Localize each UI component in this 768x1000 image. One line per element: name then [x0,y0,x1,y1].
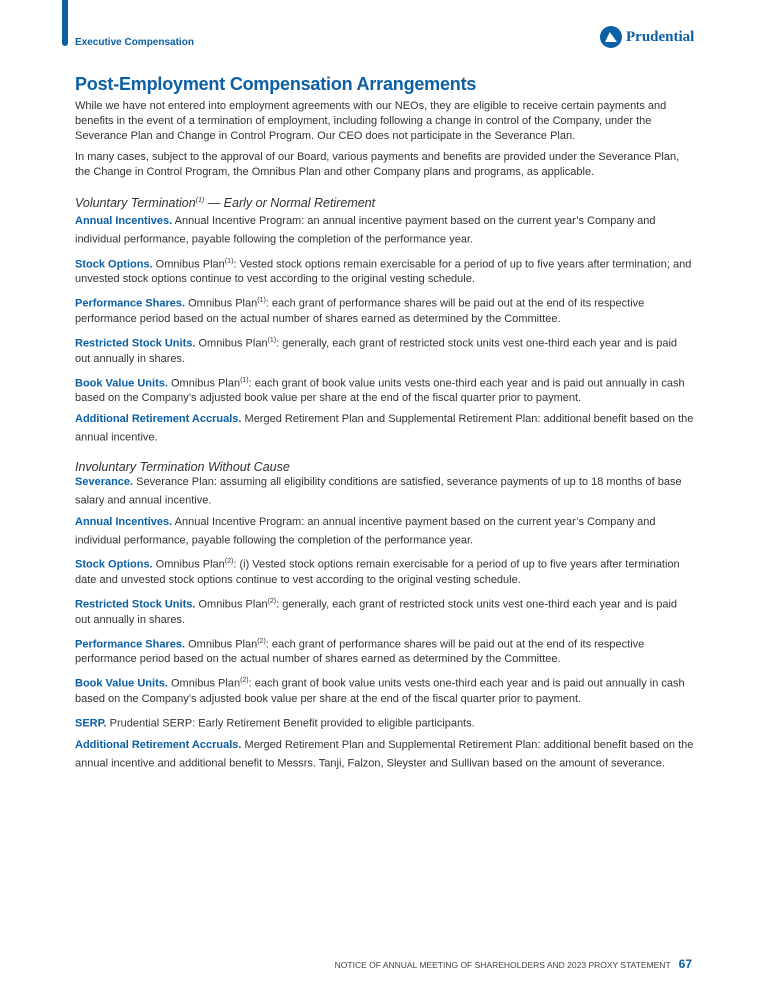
voluntary-items [75,214,695,446]
benefit-label: SERP. [75,717,107,730]
footnote-ref: (2) [257,637,266,645]
page-number: 67 [678,957,692,971]
logo-text: Prudential [626,28,695,45]
footnote-ref: (2) [267,597,277,605]
rock-logo-icon [600,26,622,48]
benefit-item [75,554,695,588]
benefit-text: Omnibus Plan [167,677,241,690]
page-content [75,74,695,777]
benefit-text: Prudential SERP: Early Retirement Benefit provided to eligible participants. [106,717,475,730]
benefit-text: Omnibus Plan [185,297,258,310]
footnote-ref: (1) [267,336,277,344]
footer-text: NOTICE OF ANNUAL MEETING OF SHAREHOLDERS AND 2023 PROXY STATEMENT [334,960,671,970]
benefit-item [75,673,695,707]
benefit-label: Stock Options. [75,558,153,571]
benefit-label: Additional Retirement Accruals. [75,738,242,751]
benefit-label: Book Value Units. [75,377,168,390]
benefit-item [75,293,695,327]
involuntary-items [75,475,695,771]
benefit-text: : each grant of book value units vests one-third each year and is paid out annually in cash based on the Company’s adjusted book value per share at the end of the fiscal quarter prior to payment. [75,677,685,705]
benefit-text: : each grant of book value units vests one-third each year and is paid out annually in cash based on the Company’s adjusted book value per share at the end of the fiscal quarter prior to payment. [75,377,685,405]
benefit-text: : generally, each grant of restricted stock units vest one-third each year and is paid out annually in shares. [75,337,678,365]
involuntary-termination-heading: Involuntary Termination Without Cause [75,459,290,474]
benefit-item [75,738,695,772]
footnote-ref: (1) [224,257,234,265]
benefit-label: Performance Shares. [75,638,186,651]
section-label: Executive Compensation [75,37,194,48]
benefit-text: Merged Retirement Plan and Supplemental Retirement Plan: additional benefit based on the annual incentive and additional benefit to Messrs. Tanji, Falzon, Sleyster and Sullivan based on the amount of severance. [75,738,694,770]
intro-paragraph: While we have not entered into employment agreements with our NEOs, they are eligible to receive certain payments and benefits in the event of a termination of employment, including following a change in control of the Company, under the Severance Plan and Change in Control Program. Our CEO does not participate in the Severance Plan. [75,100,667,142]
benefit-item [75,254,695,288]
benefit-label: Book Value Units. [75,677,168,690]
benefit-text: : (i) Vested stock options remain exercisable for a period of up to five years after termination date and unvested stock options continue to vest according to the original vesting schedule. [75,558,680,586]
benefit-text: Omnibus Plan [195,598,268,611]
benefit-text: Omnibus Plan [195,337,268,350]
benefit-item [75,214,695,248]
benefit-label: Additional Retirement Accruals. [75,413,242,426]
benefit-text: : each grant of performance shares will be paid out at the end of its respective performance period based on the actual number of shares earned as determined by the Committee. [75,297,645,325]
benefit-text: Annual Incentive Program: an annual incentive payment based on the current year’s Company and individual performance, payable following the completion of the performance year. [75,215,656,246]
section-accent-bar [62,0,68,46]
footnote-ref: (1) [257,297,266,305]
benefit-text: : generally, each grant of restricted stock units vest one-third each year and is paid out annually in shares. [75,598,678,626]
benefit-text: Omnibus Plan [167,377,241,390]
footnote-ref: (2) [224,558,234,566]
benefit-label: Stock Options. [75,258,153,271]
benefit-label: Severance. [75,475,134,488]
footnote-ref: (2) [240,677,249,685]
benefit-label: Performance Shares. [75,297,186,310]
page-footer [335,957,692,971]
benefit-item [75,515,695,549]
benefit-item [75,634,695,668]
benefit-item [75,373,695,407]
benefit-text: Severance Plan: assuming all eligibility conditions are satisfied, severance payments of up to 18 months of base salary and annual incentive. [75,475,682,507]
benefit-item [75,594,695,628]
benefit-label: Restricted Stock Units. [75,598,196,611]
heading-text: Voluntary Termination [75,196,196,210]
benefit-label: Annual Incentives. [75,515,173,528]
benefit-text: : Vested stock options remain exercisable for a period of up to five years after termination; and unvested stock options continue to vest according to the original vesting schedule. [75,258,692,286]
benefit-text: Omnibus Plan [152,558,225,571]
page-title: Post-Employment Compensation Arrangements [75,74,477,94]
prudential-logo [600,26,694,48]
intro-paragraph: In many cases, subject to the approval of our Board, various payments and benefits are provided under the Severance Plan, the Change in Control Program, the Omnibus Plan and other Company plans and programs, as applicable. [75,151,680,178]
footnote-ref: (1) [240,376,249,384]
benefit-item [75,713,695,732]
benefit-item [75,475,695,509]
benefit-label: Annual Incentives. [75,215,173,227]
voluntary-termination-heading [75,196,695,210]
benefit-text: Merged Retirement Plan and Supplemental Retirement Plan: additional benefit based on the annual incentive. [75,413,694,444]
heading-suffix: — Early or Normal Retirement [204,196,376,210]
benefit-text: Omnibus Plan [185,638,258,651]
benefit-text: Annual Incentive Program: an annual incentive payment based on the current year’s Company and individual performance, payable following the completion of the performance year. [75,515,656,547]
footnote-ref: (1) [195,196,205,204]
benefit-text: Omnibus Plan [152,258,225,271]
benefit-item [75,333,695,367]
benefit-label: Restricted Stock Units. [75,337,196,350]
benefit-item [75,412,695,446]
benefit-text: : each grant of performance shares will be paid out at the end of its respective performance period based on the actual number of shares earned as determined by the Committee. [75,638,645,666]
